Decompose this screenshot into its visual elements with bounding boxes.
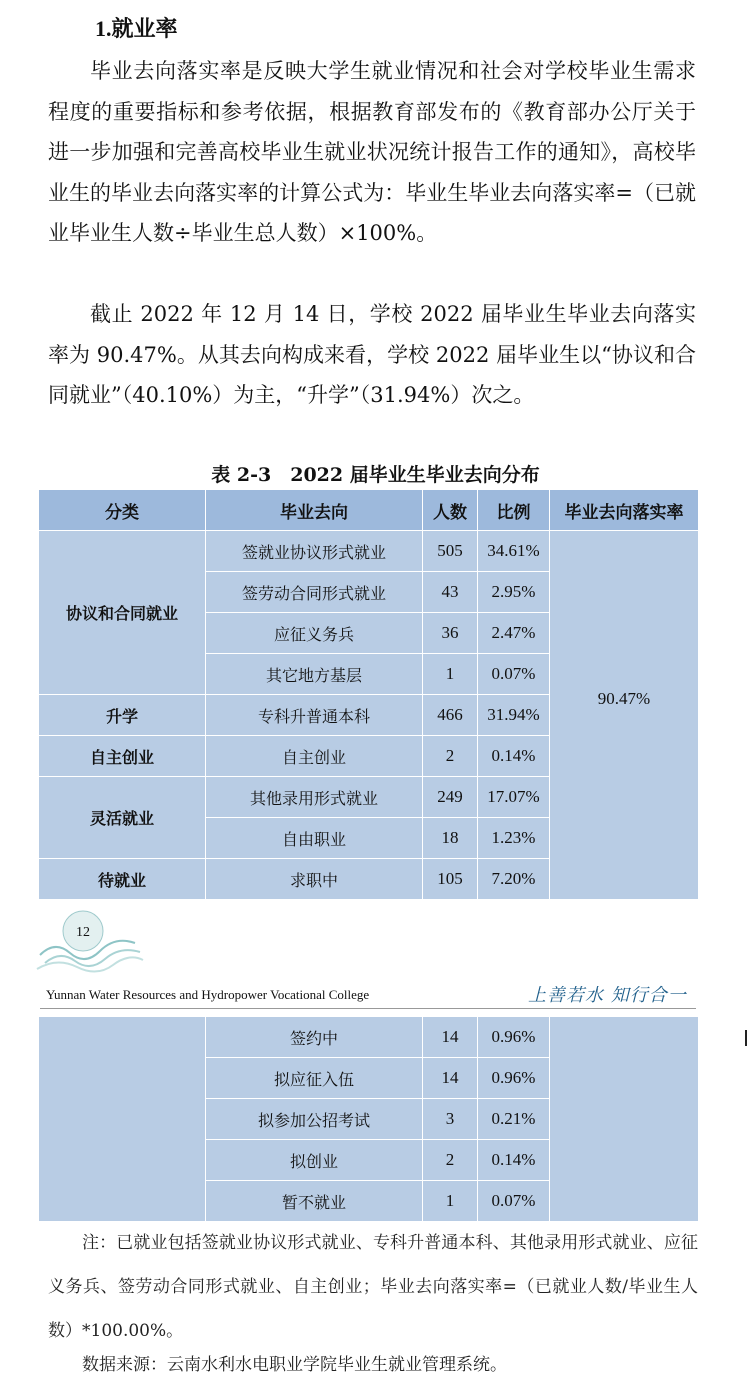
ratio-cell: 0.14% [478,1140,550,1181]
count-cell: 249 [423,777,478,818]
header-destination: 毕业去向 [206,490,423,531]
category-cell: 灵活就业 [39,777,206,859]
count-cell: 36 [423,613,478,654]
destination-cell: 自主创业 [206,736,423,777]
category-cell: 待就业 [39,859,206,900]
count-cell: 18 [423,818,478,859]
college-name: Yunnan Water Resources and Hydropower Vocational College [46,987,370,1002]
footer-divider [40,1008,696,1009]
category-cell-empty [39,1017,206,1222]
destination-cell: 其他录用形式就业 [206,777,423,818]
count-cell: 43 [423,572,478,613]
college-motto: 上善若水 知行合一 [528,985,687,1006]
ratio-cell: 1.23% [478,818,550,859]
ratio-cell: 2.95% [478,572,550,613]
wave-ornament-icon [35,905,145,975]
ratio-cell: 0.96% [478,1058,550,1099]
count-cell: 2 [423,736,478,777]
ratio-cell: 0.96% [478,1017,550,1058]
section-title: 1.就业率 [95,16,178,41]
header-count: 人数 [423,490,478,531]
count-cell: 466 [423,695,478,736]
count-cell: 505 [423,531,478,572]
rate-cell: 90.47% [550,531,699,900]
destination-cell: 签就业协议形式就业 [206,531,423,572]
ratio-cell: 17.07% [478,777,550,818]
destination-cell: 求职中 [206,859,423,900]
page-number: 12 [76,925,90,940]
paragraph-definition: 毕业去向落实率是反映大学生就业情况和社会对学校毕业生需求程度的重要指标和参考依据，根据教育部发布的《教育部办公厅关于进一步加强和完善高校毕业生就业状况统计报告工作的通知》，高校毕业生的毕业去向落实率的计算公式为：毕业生毕业去向落实率=（已就业毕业生人数÷毕业生总人数）×100%。 [48,59,696,245]
count-cell: 14 [423,1058,478,1099]
ratio-cell: 31.94% [478,695,550,736]
category-cell: 自主创业 [39,736,206,777]
category-cell: 协议和合同就业 [39,531,206,695]
destination-table [38,489,699,900]
count-cell: 1 [423,654,478,695]
count-cell: 1 [423,1181,478,1222]
table-row [39,531,699,572]
destination-cell: 自由职业 [206,818,423,859]
destination-cell: 签劳动合同形式就业 [206,572,423,613]
ratio-cell: 0.21% [478,1099,550,1140]
table-row [39,1017,699,1058]
destination-cell: 拟参加公招考试 [206,1099,423,1140]
destination-cell: 暂不就业 [206,1181,423,1222]
count-cell: 14 [423,1017,478,1058]
ratio-cell: 2.47% [478,613,550,654]
destination-cell: 拟创业 [206,1140,423,1181]
ratio-cell: 7.20% [478,859,550,900]
destination-cell: 签约中 [206,1017,423,1058]
ratio-cell: 0.07% [478,654,550,695]
table-header-row [39,490,699,531]
rate-cell-empty [550,1017,699,1222]
page-footer [0,905,751,1010]
destination-cell: 其它地方基层 [206,654,423,695]
destination-cell: 拟应征入伍 [206,1058,423,1099]
destination-cell: 专科升普通本科 [206,695,423,736]
category-cell: 升学 [39,695,206,736]
count-cell: 2 [423,1140,478,1181]
ratio-cell: 34.61% [478,531,550,572]
paragraph-summary: 截止 2022 年 12 月 14 日，学校 2022 届毕业生毕业去向落实率为 90.47%。从其去向构成来看，学校 2022 届毕业生以“协议和合同就业”（40.10%）为主，“升学”（31.94%）次之。 [48,302,696,407]
count-cell: 105 [423,859,478,900]
destination-cell: 应征义务兵 [206,613,423,654]
header-rate: 毕业去向落实率 [550,490,699,531]
ratio-cell: 0.14% [478,736,550,777]
header-ratio: 比例 [478,490,550,531]
destination-table-continued [38,1016,699,1222]
count-cell: 3 [423,1099,478,1140]
data-source: 数据来源：云南水利水电职业学院毕业生就业管理系统。 [82,1355,507,1375]
table-note: 注：已就业包括签就业协议形式就业、专科升普通本科、其他录用形式就业、应征义务兵、签劳动合同形式就业、自主创业；毕业去向落实率=（已就业人数/毕业生人数）*100.00%。 [48,1233,698,1341]
header-category: 分类 [39,490,206,531]
table-caption: 表 2-3 2022 届毕业生毕业去向分布 [211,464,540,486]
ratio-cell: 0.07% [478,1181,550,1222]
margin-mark [745,1030,747,1046]
